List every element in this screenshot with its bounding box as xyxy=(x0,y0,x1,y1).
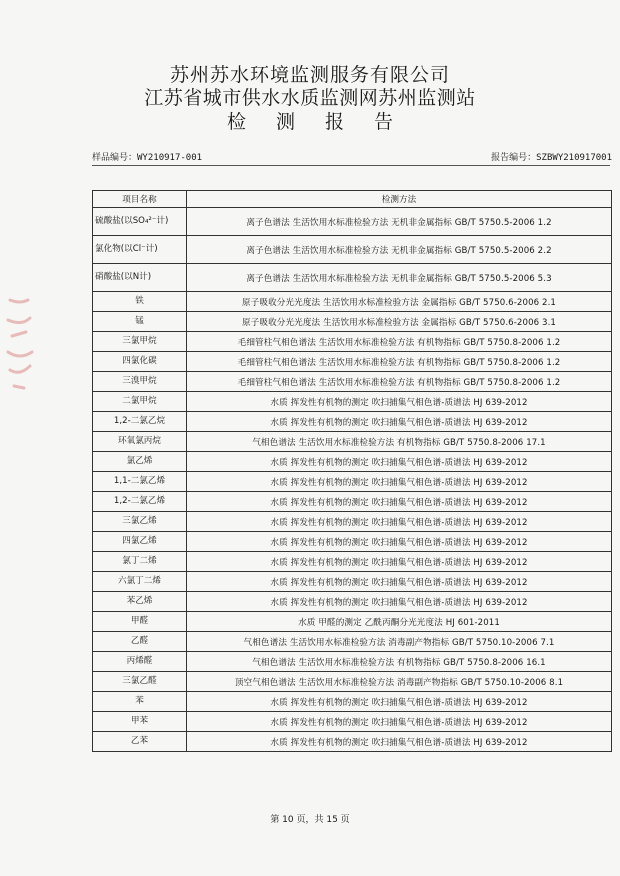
method-cell: 原子吸收分光光度法 生活饮用水标准检验方法 金属指标 GB/T 5750.6-2006 3.1 xyxy=(187,312,612,332)
method-cell: 水质 挥发性有机物的测定 吹扫捕集气相色谱-质谱法 HJ 639-2012 xyxy=(187,592,612,612)
method-cell: 毛细管柱气相色谱法 生活饮用水标准检验方法 有机物指标 GB/T 5750.8-2006 1.2 xyxy=(187,332,612,352)
method-cell: 顶空气相色谱法 生活饮用水标准检验方法 消毒副产物指标 GB/T 5750.10-2006 8.1 xyxy=(187,672,612,692)
table-row xyxy=(93,652,612,672)
report-title: 检测报告 xyxy=(226,111,423,133)
item-name-cell: 硝酸盐(以N计) xyxy=(93,264,187,292)
method-cell: 水质 挥发性有机物的测定 吹扫捕集气相色谱-质谱法 HJ 639-2012 xyxy=(187,492,612,512)
sample-number-value: WY210917-001 xyxy=(137,153,203,163)
table-row xyxy=(93,372,612,392)
table-row xyxy=(93,512,612,532)
table-header-row xyxy=(93,191,612,208)
method-cell: 水质 挥发性有机物的测定 吹扫捕集气相色谱-质谱法 HJ 639-2012 xyxy=(187,472,612,492)
table-row xyxy=(93,592,612,612)
method-cell: 水质 挥发性有机物的测定 吹扫捕集气相色谱-质谱法 HJ 639-2012 xyxy=(187,392,612,412)
table-row xyxy=(93,492,612,512)
method-cell: 水质 甲醛的测定 乙酰丙酮分光光度法 HJ 601-2011 xyxy=(187,612,612,632)
table-row xyxy=(93,412,612,432)
table-row xyxy=(93,292,612,312)
table-row xyxy=(93,452,612,472)
item-name-cell: 硫酸盐(以SO₄²⁻计) xyxy=(93,208,187,236)
method-cell: 气相色谱法 生活饮用水标准检验方法 消毒副产物指标 GB/T 5750.10-2006 7.1 xyxy=(187,632,612,652)
method-cell: 离子色谱法 生活饮用水标准检验方法 无机非金属指标 GB/T 5750.5-2006 2.2 xyxy=(187,236,612,264)
item-name-cell: 三溴甲烷 xyxy=(93,372,187,392)
table-row xyxy=(93,572,612,592)
sample-number-label: 样品编号： xyxy=(92,153,138,163)
table-row xyxy=(93,632,612,652)
table-row xyxy=(93,532,612,552)
company-name: 苏州苏水环境监测服务有限公司 xyxy=(169,64,450,86)
table-row xyxy=(93,712,612,732)
item-name-cell: 1,2-二氯乙烷 xyxy=(93,412,187,432)
method-cell: 水质 挥发性有机物的测定 吹扫捕集气相色谱-质谱法 HJ 639-2012 xyxy=(187,512,612,532)
method-cell: 水质 挥发性有机物的测定 吹扫捕集气相色谱-质谱法 HJ 639-2012 xyxy=(187,692,612,712)
method-cell: 水质 挥发性有机物的测定 吹扫捕集气相色谱-质谱法 HJ 639-2012 xyxy=(187,712,612,732)
item-name-cell: 甲醛 xyxy=(93,612,187,632)
item-name-cell: 铁 xyxy=(93,292,187,312)
item-name-cell: 四氯乙烯 xyxy=(93,532,187,552)
method-cell: 水质 挥发性有机物的测定 吹扫捕集气相色谱-质谱法 HJ 639-2012 xyxy=(187,412,612,432)
item-name-cell: 三氯甲烷 xyxy=(93,332,187,352)
item-name-cell: 苯乙烯 xyxy=(93,592,187,612)
page-footer: 第 10 页，共 15 页 xyxy=(270,815,350,825)
item-name-cell: 1,1-二氯乙烯 xyxy=(93,472,187,492)
item-name-cell: 二氯甲烷 xyxy=(93,392,187,412)
method-cell: 水质 挥发性有机物的测定 吹扫捕集气相色谱-质谱法 HJ 639-2012 xyxy=(187,532,612,552)
method-cell: 气相色谱法 生活饮用水标准检验方法 有机物指标 GB/T 5750.8-2006 17.1 xyxy=(187,432,612,452)
item-name-cell: 四氯化碳 xyxy=(93,352,187,372)
item-name-cell: 氯丁二烯 xyxy=(93,552,187,572)
method-cell: 气相色谱法 生活饮用水标准检验方法 有机物指标 GB/T 5750.8-2006 16.1 xyxy=(187,652,612,672)
table-row xyxy=(93,332,612,352)
method-cell: 水质 挥发性有机物的测定 吹扫捕集气相色谱-质谱法 HJ 639-2012 xyxy=(187,732,612,752)
sample-number xyxy=(92,150,202,163)
report-number-value: SZBWY210917001 xyxy=(536,153,612,163)
table-body xyxy=(93,208,612,752)
column-header-method: 检测方法 xyxy=(187,191,612,208)
item-name-cell: 乙苯 xyxy=(93,732,187,752)
item-name-cell: 丙烯醛 xyxy=(93,652,187,672)
table-row xyxy=(93,432,612,452)
method-cell: 水质 挥发性有机物的测定 吹扫捕集气相色谱-质谱法 HJ 639-2012 xyxy=(187,572,612,592)
item-name-cell: 苯 xyxy=(93,692,187,712)
item-name-cell: 甲苯 xyxy=(93,712,187,732)
item-name-cell: 氯乙烯 xyxy=(93,452,187,472)
table-row xyxy=(93,392,612,412)
column-header-item: 项目名称 xyxy=(93,191,187,208)
table-row xyxy=(93,612,612,632)
table-row xyxy=(93,352,612,372)
header-divider xyxy=(92,165,610,166)
table-row xyxy=(93,236,612,264)
item-name-cell: 氯化物(以Cl⁻计) xyxy=(93,236,187,264)
item-name-cell: 乙醛 xyxy=(93,632,187,652)
report-number xyxy=(491,150,612,163)
table-row xyxy=(93,312,612,332)
method-cell: 毛细管柱气相色谱法 生活饮用水标准检验方法 有机物指标 GB/T 5750.8-2006 1.2 xyxy=(187,352,612,372)
table-row xyxy=(93,472,612,492)
red-seal-stamp-fragment xyxy=(2,290,42,400)
method-cell: 水质 挥发性有机物的测定 吹扫捕集气相色谱-质谱法 HJ 639-2012 xyxy=(187,552,612,572)
method-cell: 原子吸收分光光度法 生活饮用水标准检验方法 金属指标 GB/T 5750.6-2006 2.1 xyxy=(187,292,612,312)
item-name-cell: 三氯乙烯 xyxy=(93,512,187,532)
station-name: 江苏省城市供水水质监测网苏州监测站 xyxy=(144,87,476,109)
table-row xyxy=(93,264,612,292)
report-header xyxy=(0,64,620,134)
method-cell: 离子色谱法 生活饮用水标准检验方法 无机非金属指标 GB/T 5750.5-2006 1.2 xyxy=(187,208,612,236)
table-row xyxy=(93,732,612,752)
methods-table xyxy=(92,190,612,752)
method-cell: 离子色谱法 生活饮用水标准检验方法 无机非金属指标 GB/T 5750.5-2006 5.3 xyxy=(187,264,612,292)
item-name-cell: 1,2-二氯乙烯 xyxy=(93,492,187,512)
item-name-cell: 锰 xyxy=(93,312,187,332)
report-number-label: 报告编号： xyxy=(491,153,537,163)
table-row xyxy=(93,208,612,236)
item-name-cell: 六氯丁二烯 xyxy=(93,572,187,592)
method-cell: 水质 挥发性有机物的测定 吹扫捕集气相色谱-质谱法 HJ 639-2012 xyxy=(187,452,612,472)
item-name-cell: 环氧氯丙烷 xyxy=(93,432,187,452)
item-name-cell: 三氯乙醛 xyxy=(93,672,187,692)
table-row xyxy=(93,552,612,572)
table-row xyxy=(93,692,612,712)
method-cell: 毛细管柱气相色谱法 生活饮用水标准检验方法 有机物指标 GB/T 5750.8-2006 1.2 xyxy=(187,372,612,392)
table-row xyxy=(93,672,612,692)
